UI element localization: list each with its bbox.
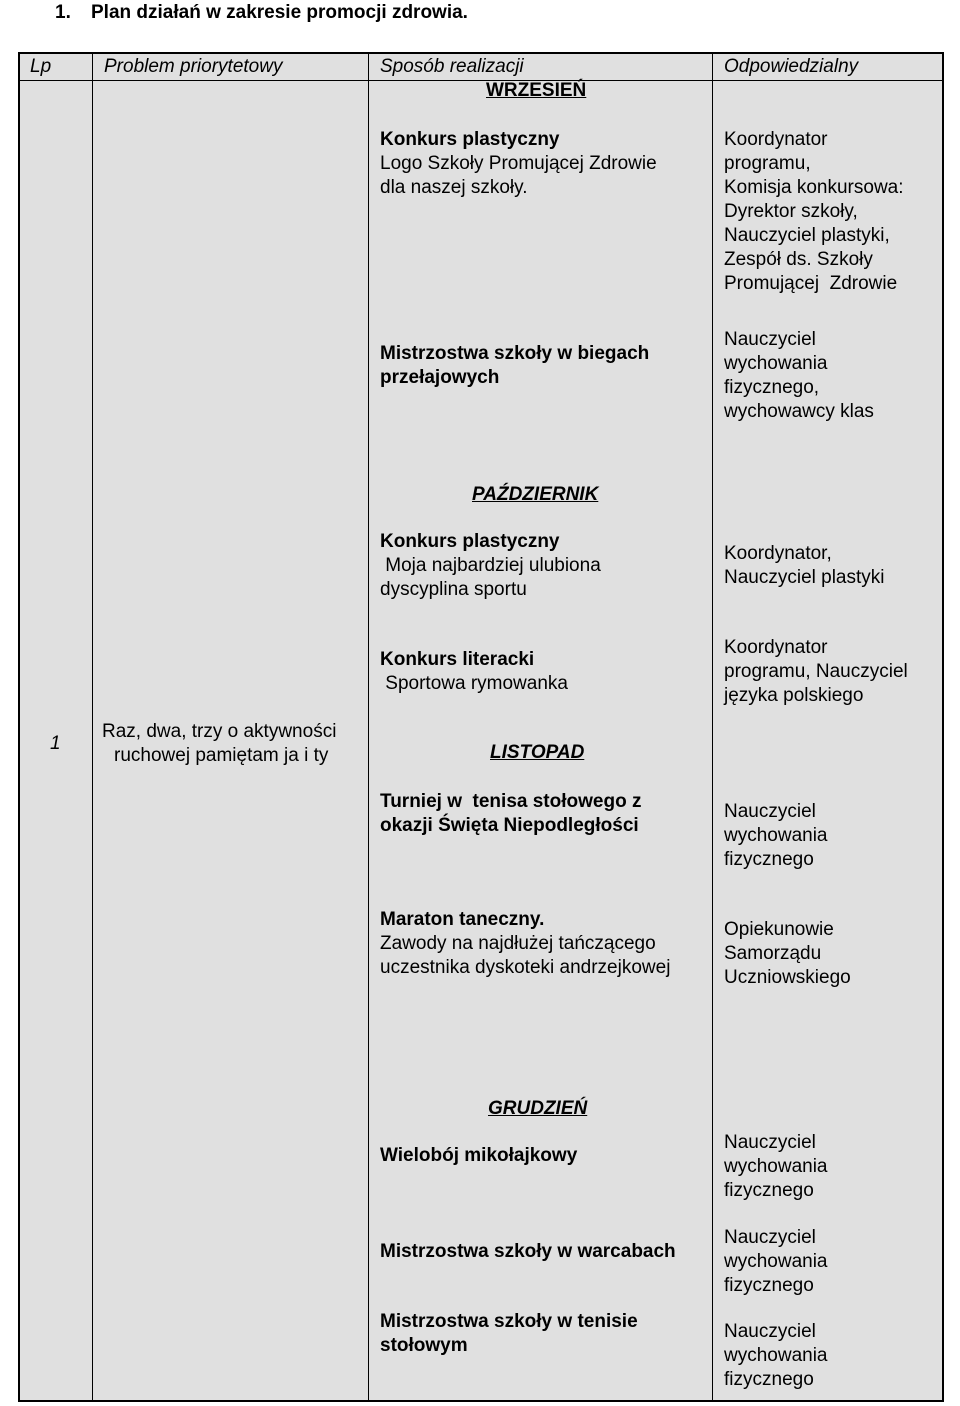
activity-title: stołowym: [380, 1335, 468, 1356]
header-divider: [20, 80, 942, 81]
responsible-text: wychowania: [724, 353, 828, 374]
responsible-text: Uczniowskiego: [724, 967, 851, 988]
responsible-text: fizycznego: [724, 1369, 814, 1390]
header-lp: Lp: [30, 56, 52, 77]
activity-title: Mistrzostwa szkoły w warcabach: [380, 1241, 676, 1262]
activity-title: Mistrzostwa szkoły w biegach: [380, 343, 650, 364]
responsible-text: Opiekunowie: [724, 919, 834, 940]
activity-text: uczestnika dyskoteki andrzejkowej: [380, 957, 671, 978]
month-september: WRZESIEŃ: [486, 80, 587, 101]
header-problem: Problem priorytetowy: [104, 56, 283, 77]
month-october: PAŹDZIERNIK: [472, 484, 599, 505]
activity-text: Sportowa rymowanka: [380, 673, 574, 694]
responsible-text: Nauczyciel: [724, 329, 816, 350]
activity-text: dyscyplina sportu: [380, 579, 533, 600]
month-november: LISTOPAD: [490, 742, 585, 763]
activity-title: Maraton taneczny.: [380, 909, 545, 930]
responsible-text: programu, Nauczyciel: [724, 661, 908, 682]
responsible-text: Nauczyciel: [724, 801, 816, 822]
activity-title: Konkurs plastyczny: [380, 531, 560, 552]
responsible-text: programu,: [724, 153, 811, 174]
plan-table: [18, 52, 944, 1402]
activity-title: przełajowych: [380, 367, 500, 388]
problem-line-2: ruchowej pamiętam ja i ty: [114, 745, 329, 766]
responsible-text: Promującej Zdrowie: [724, 273, 898, 294]
responsible-text: wychowania: [724, 1251, 828, 1272]
activity-title: Konkurs literacki: [380, 649, 535, 670]
responsible-text: Koordynator: [724, 637, 828, 658]
column-divider: [368, 54, 369, 1400]
activity-title: okazji Święta Niepodległości: [380, 815, 639, 836]
responsible-text: Komisja konkursowa:: [724, 177, 904, 198]
responsible-text: fizycznego,: [724, 377, 820, 398]
document-heading: [55, 2, 468, 24]
responsible-text: Dyrektor szkoły,: [724, 201, 858, 222]
responsible-text: wychowania: [724, 1345, 828, 1366]
activity-title: Konkurs plastyczny: [380, 129, 560, 150]
month-december: GRUDZIEŃ: [488, 1098, 588, 1119]
activity-text: dla naszej szkoły.: [380, 177, 528, 198]
column-divider: [92, 54, 93, 1400]
responsible-text: Koordynator,: [724, 543, 832, 564]
heading-text: Plan działań w zakresie promocji zdrowia.: [91, 2, 468, 23]
responsible-text: fizycznego: [724, 849, 814, 870]
column-divider: [712, 54, 713, 1400]
responsible-text: Koordynator: [724, 129, 828, 150]
header-responsible: Odpowiedzialny: [724, 56, 859, 77]
responsible-text: Nauczyciel plastyki: [724, 567, 885, 588]
responsible-text: Samorządu: [724, 943, 822, 964]
responsible-text: fizycznego: [724, 1275, 814, 1296]
responsible-text: Nauczyciel: [724, 1321, 816, 1342]
activity-text: Logo Szkoły Promującej Zdrowie: [380, 153, 657, 174]
activity-title: Wielobój mikołajkowy: [380, 1145, 578, 1166]
responsible-text: Nauczyciel: [724, 1132, 816, 1153]
activity-title: Mistrzostwa szkoły w tenisie: [380, 1311, 638, 1332]
responsible-text: języka polskiego: [724, 685, 864, 706]
responsible-text: wychowawcy klas: [724, 401, 874, 422]
problem-line-1: Raz, dwa, trzy o aktywności: [102, 721, 337, 742]
responsible-text: Nauczyciel plastyki,: [724, 225, 890, 246]
activity-title: Turniej w tenisa stołowego z: [380, 791, 642, 812]
activity-text: Moja najbardziej ulubiona: [380, 555, 601, 576]
responsible-text: wychowania: [724, 1156, 828, 1177]
responsible-text: wychowania: [724, 825, 828, 846]
responsible-text: fizycznego: [724, 1180, 814, 1201]
responsible-text: Zespół ds. Szkoły: [724, 249, 873, 270]
activity-text: Zawody na najdłużej tańczącego: [380, 933, 656, 954]
responsible-text: Nauczyciel: [724, 1227, 816, 1248]
heading-number: 1.: [55, 2, 71, 23]
header-method: Sposób realizacji: [380, 56, 524, 77]
row-lp: 1: [50, 733, 61, 754]
